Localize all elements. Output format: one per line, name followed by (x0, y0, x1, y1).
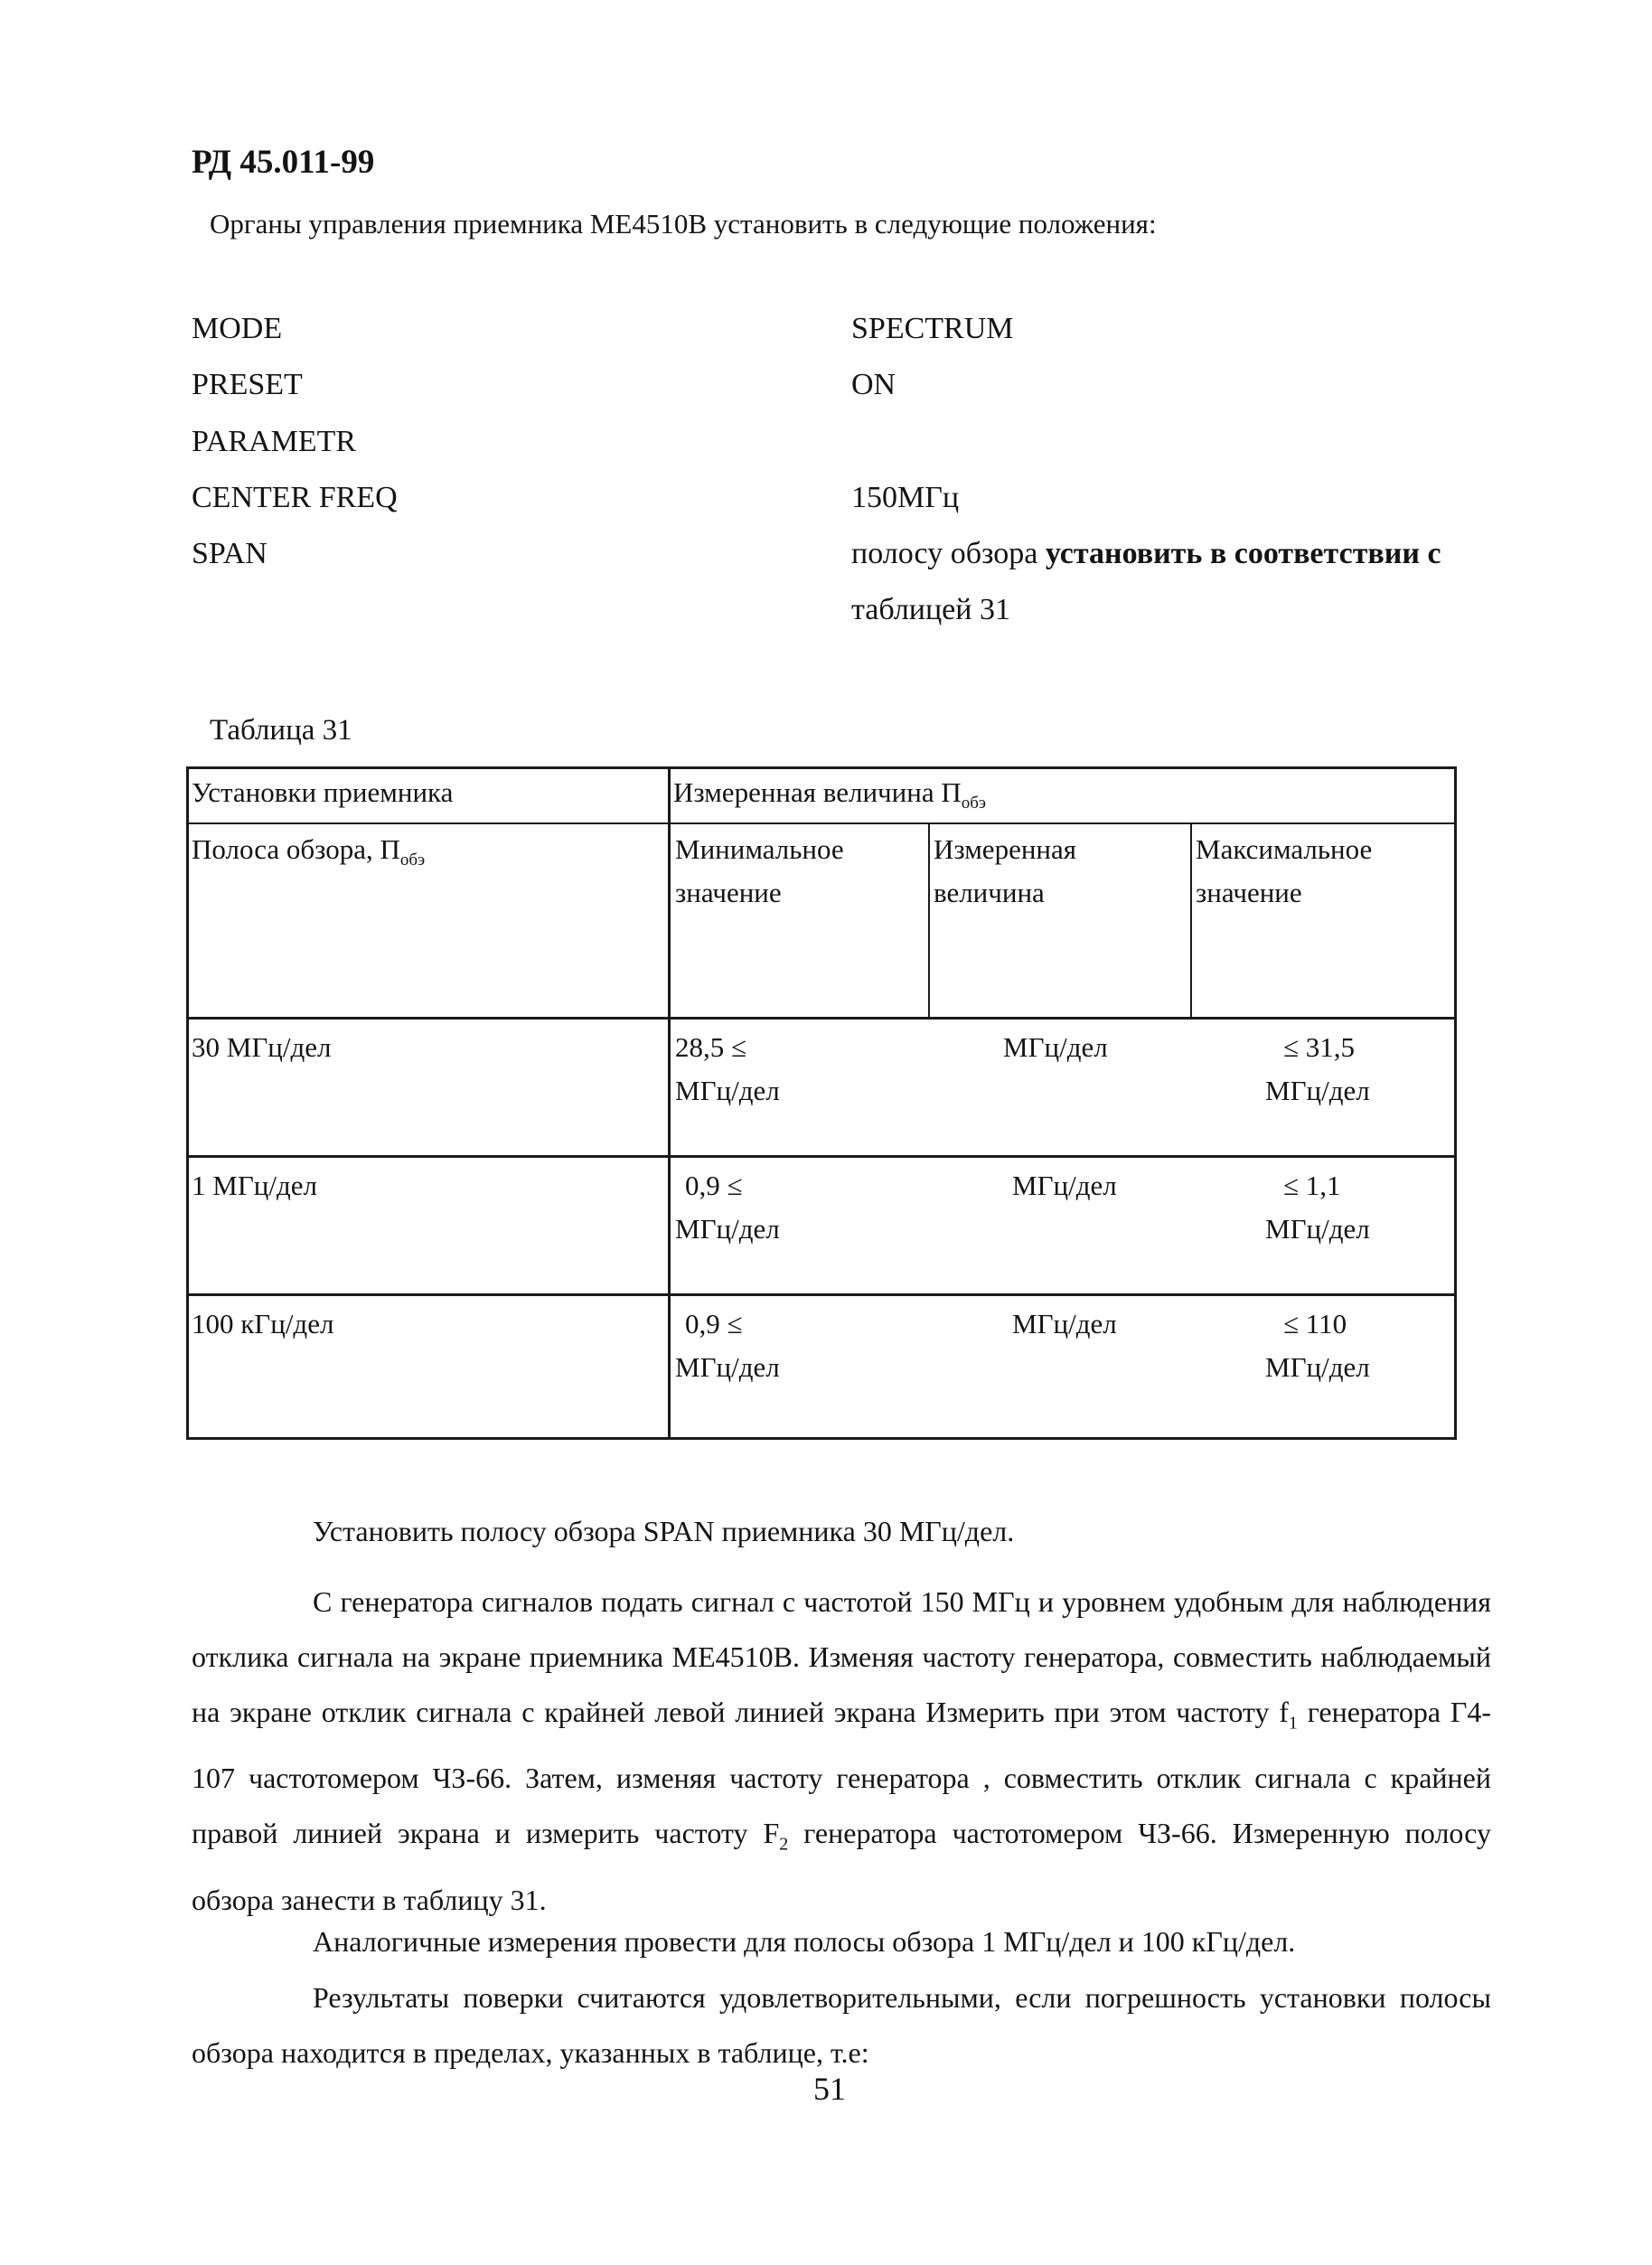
p2-sub-f2: 2 (779, 1834, 789, 1855)
header-meas-line2: величина (934, 877, 1045, 908)
table-border-left (186, 766, 189, 1440)
header-measured-label: Измеренная величина П (673, 776, 962, 808)
header-cell-span (192, 828, 425, 882)
intro-text: Органы управления приемника МЕ4510В установить в следующие положения: (210, 208, 1157, 240)
row-measured: МГц/дел (1012, 1308, 1117, 1339)
header-cell-min (675, 828, 844, 915)
setting-key-parametr: PARAMETR (192, 425, 357, 458)
row-setting: 1 МГц/дел (192, 1170, 317, 1201)
paragraph-results: Результаты поверки считаются удовлетворительными, если погрешность установки полосы обзора находится в пределах, указанных в таблице, т.е: (192, 1981, 1491, 2069)
table-border-top (186, 766, 1457, 769)
header-min-line1: Минимальное (675, 833, 844, 865)
setting-key-span: SPAN (192, 537, 268, 570)
header-max-line1: Максимальное (1196, 833, 1373, 865)
span-value-plain: полосу обзора (851, 537, 1038, 570)
header-cell-max (1196, 828, 1372, 915)
row-max-unit: МГц/дел (1265, 1213, 1370, 1245)
table-caption: Таблица 31 (210, 714, 352, 747)
table-divider-col3 (1190, 822, 1192, 1019)
setting-value-mode: SPECTRUM (851, 312, 1014, 345)
table-divider-col2 (928, 822, 930, 1019)
table-divider-col1 (668, 766, 671, 1440)
table-divider-row2 (186, 1155, 1457, 1158)
table-divider-row3 (186, 1293, 1457, 1296)
header-measured-subscript: обэ (961, 794, 987, 813)
table-border-bottom (186, 1437, 1457, 1440)
header-min-line2: значение (675, 877, 782, 908)
page-number: 51 (813, 2071, 846, 2107)
row-setting: 30 МГц/дел (192, 1031, 332, 1063)
row-measured: МГц/дел (1003, 1031, 1108, 1063)
row-min-unit: МГц/дел (675, 1351, 780, 1383)
row-max: ≤ 31,5 (1283, 1031, 1356, 1063)
p2-part-c: генератора частотомером ЧЗ-66. Измеренную полосу обзора занести в таблицу 31. (192, 1817, 1492, 1916)
header-span-subscript: обэ (399, 851, 426, 870)
header-max-line2: значение (1196, 877, 1302, 908)
row-max-unit: МГц/дел (1265, 1075, 1370, 1106)
header-cell-settings: Установки приемника (192, 776, 454, 808)
row-min: 28,5 ≤ (675, 1031, 747, 1063)
header-meas-line1: Измеренная (934, 833, 1077, 865)
header-span-label: Полоса обзора, П (192, 833, 400, 865)
setting-value-span (851, 537, 1441, 571)
row-max: ≤ 1,1 (1283, 1170, 1341, 1201)
header-cell-measured-group (673, 771, 986, 825)
setting-key-center-freq: CENTER FREQ (192, 481, 398, 514)
header-cell-measured (934, 828, 1076, 915)
row-max: ≤ 110 (1283, 1308, 1347, 1339)
document-code: РД 45.011-99 (192, 144, 375, 181)
row-min: 0,9 ≤ (685, 1308, 743, 1339)
table-divider-row1 (186, 1017, 1457, 1020)
table-border-right (1454, 766, 1457, 1440)
setting-key-mode: MODE (192, 312, 283, 345)
row-min-unit: МГц/дел (675, 1213, 780, 1245)
paragraph-similar-measurements: Аналогичные измерения провести для полосы обзора 1 МГц/дел и 100 кГц/дел. (313, 1925, 1296, 1958)
row-setting: 100 кГц/дел (192, 1308, 334, 1339)
row-min-unit: МГц/дел (675, 1075, 780, 1106)
setting-value-preset: ON (851, 368, 896, 401)
row-measured: МГц/дел (1012, 1170, 1117, 1201)
row-min: 0,9 ≤ (685, 1170, 743, 1201)
p2-part-a: С генератора сигналов подать сигнал с частотой 150 МГц и уровнем удобным для наблюдения отклика сигнала на экране приемника МЕ4510В. Изменяя частоту генератора, совместить наблюдаемый на экране отклик сигнала с крайней левой линией экрана Измерить при этом частоту f (192, 1585, 1491, 1728)
paragraph-span-setup: Установить полосу обзора SPAN приемника 30 МГц/дел. (313, 1515, 1015, 1547)
setting-value-center-freq: 150МГц (851, 481, 960, 514)
setting-value-span-line2: таблицей 31 (851, 593, 1010, 626)
setting-key-preset: PRESET (192, 368, 303, 401)
p2-part-b: генератора Г4-107 частотомером ЧЗ-66. Затем, изменяя частоту генератора , совместить отклик сигнала с крайней правой линией экрана и измерить частоту F (192, 1696, 1492, 1850)
p2-sub-f1: 1 (1288, 1713, 1298, 1734)
paragraph-measurement-procedure (192, 1574, 1491, 1928)
row-max-unit: МГц/дел (1265, 1351, 1370, 1383)
span-value-bold: установить в соответствии с (1045, 537, 1441, 570)
